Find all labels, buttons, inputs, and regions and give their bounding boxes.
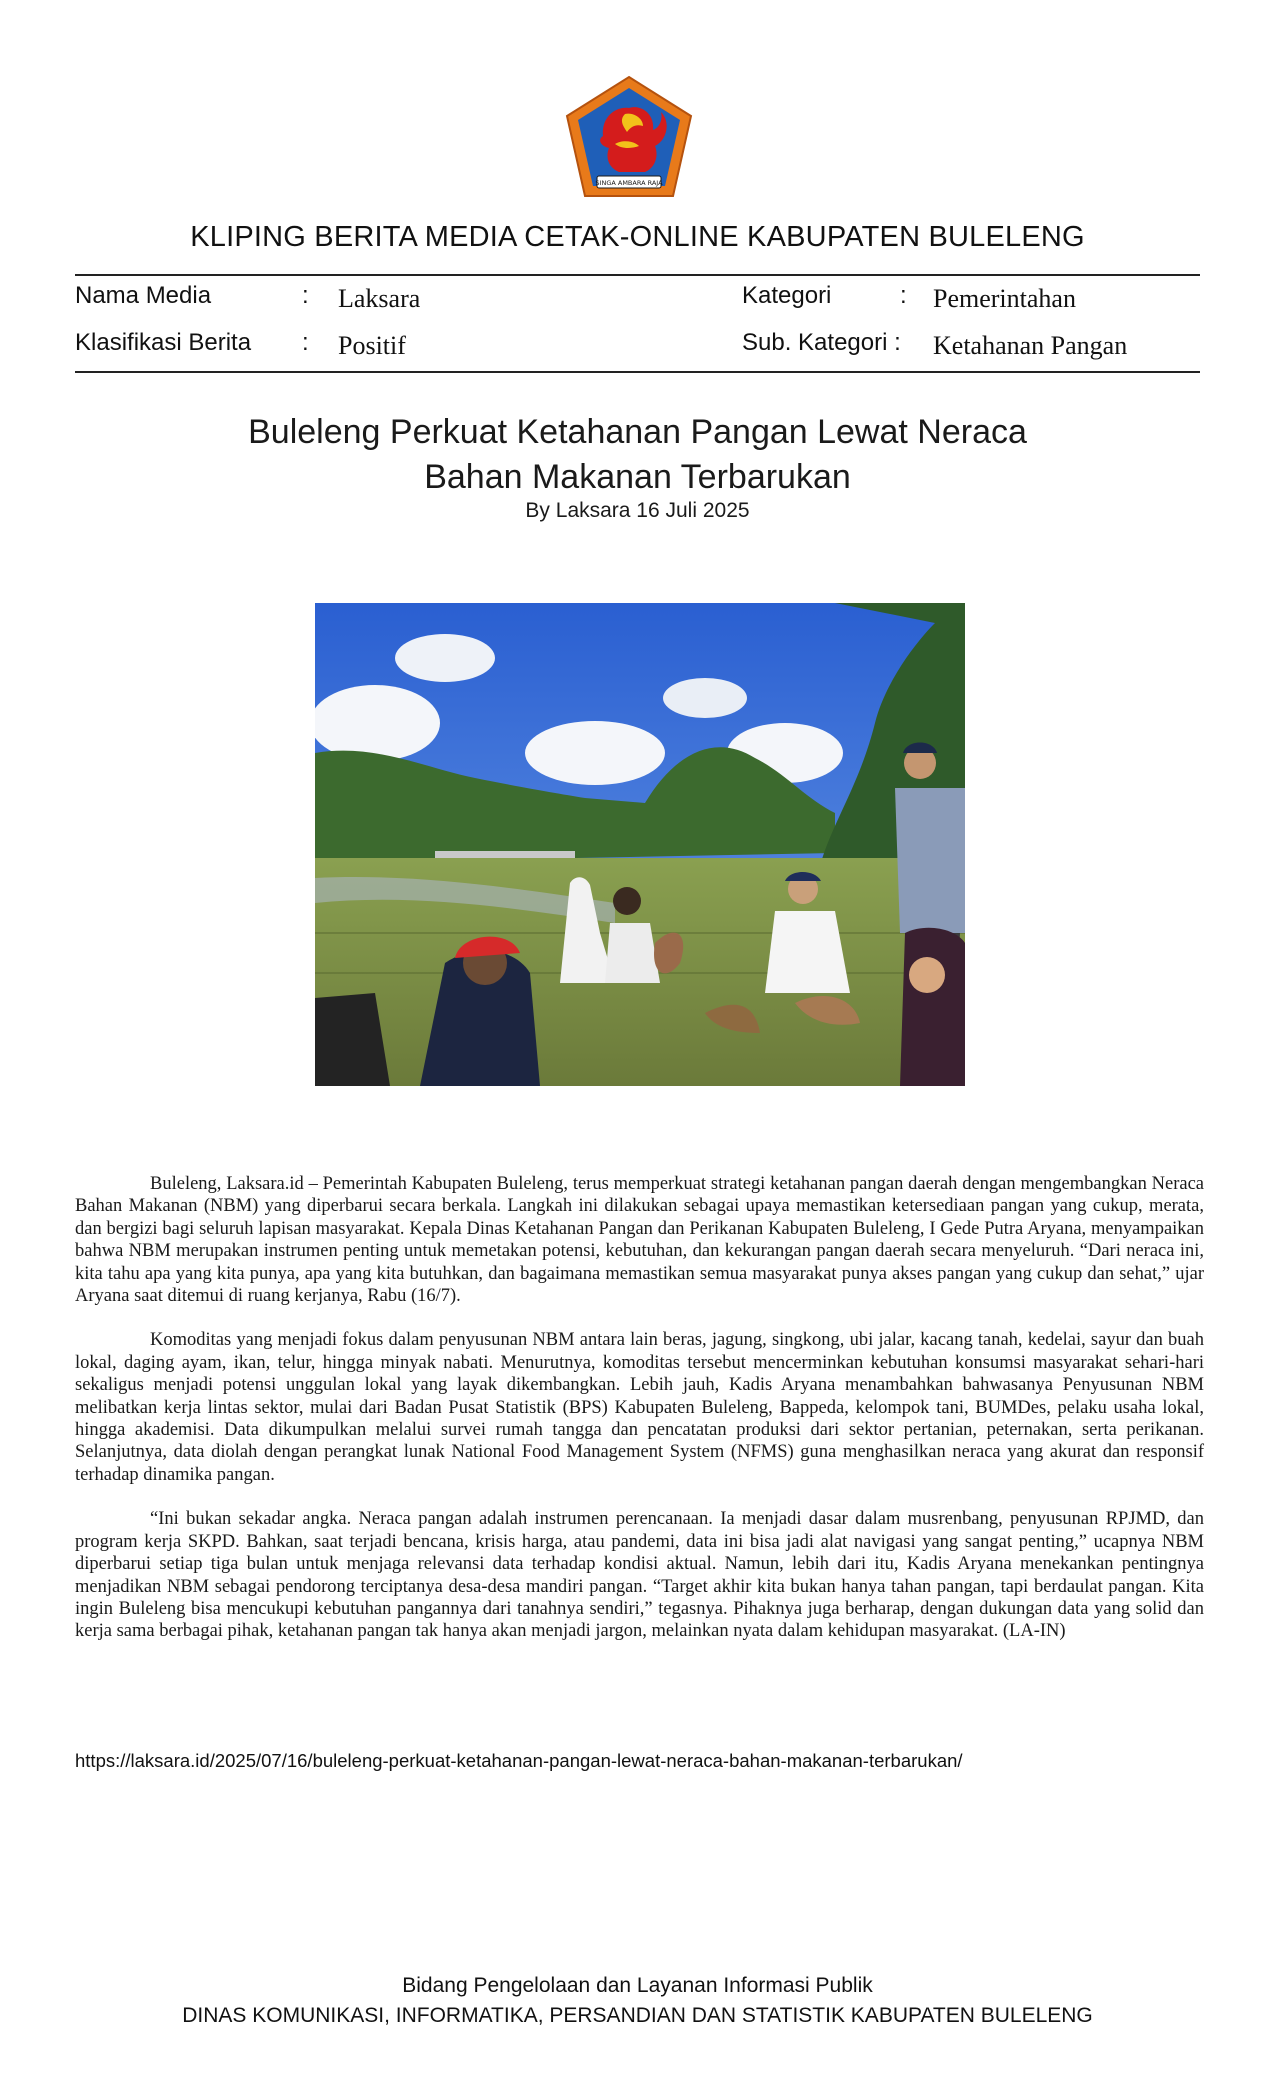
sub-category-label: Sub. Kategori : [742, 329, 901, 356]
news-classification-colon: : [302, 329, 309, 356]
emblem-motto: SINGA AMBARA RAJA [595, 179, 663, 187]
article-paragraph: “Ini bukan sekadar angka. Neraca pangan adalah instrumen perencanaan. Ia menjadi dasar dalam musrenbang, penyusunan RPJMD, dan program kerja SKPD. Bahkan, saat terjadi bencana, krisis harga, atau pandemi, data ini bisa jadi alat navigasi yang sangat penting,” ucapnya NBM diperbarui setiap tiga bulan untuk menjaga relevansi data terhadap kondisi aktual. Namun, lebih dari itu, Kadis Aryana menekankan pentingnya menjadikan NBM sebagai pendorong terciptanya desa-desa mandiri pangan. “Target akhir kita bukan hanya tahan pangan, tapi berdaulat pangan. Kita ingin Buleleng bisa mencukupi kebutuhan pangannya dari tanahnya sendiri,” tegasnya. Pihaknya juga berharap, dengan dukungan data yang solid dan kerja sama berbagai pihak, ketahanan pangan tak hanya akan menjadi jargon, melainkan nyata dalam kehidupan masyarakat. (LA-IN) [75, 1509, 1204, 1642]
sub-category-value: Ketahanan Pangan [933, 331, 1128, 360]
article-headline [0, 410, 1275, 500]
buleleng-regency-emblem [563, 74, 695, 200]
news-classification-label: Klasifikasi Berita [75, 329, 252, 356]
headline-line-2: Bahan Makanan Terbarukan [424, 458, 851, 496]
footer-agency-name: DINAS KOMUNIKASI, INFORMATIKA, PERSANDIAN DAN STATISTIK KABUPATEN BULELENG [182, 2004, 1093, 2027]
category-label: Kategori [742, 282, 832, 309]
header-bottom-rule [75, 371, 1200, 373]
article-paragraph: Komoditas yang menjadi fokus dalam penyusunan NBM antara lain beras, jagung, singkong, ubi jalar, kacang tanah, kedelai, sayur dan buah lokal, daging ayam, ikan, telur, hingga minyak nabati. Menurutnya, komoditas tersebut mencerminkan kebutuhan konsumsi masyarakat sehari-hari sekaligus menjadi potensi unggulan lokal yang layak dikembangkan. Lebih jauh, Kadis Aryana menambahkan bahwasanya Penyusunan NBM melibatkan kerja lintas sektor, mulai dari Badan Pusat Statistik (BPS) Kabupaten Buleleng, Bappeda, kelompok tani, BUMDes, pelaku usaha lokal, hingga akademisi. Data dikumpulkan melalui survei rumah tangga dan pencatatan produksi dari sektor pertanian, peternakan, serta perikanan. Selanjutnya, data diolah dengan perangkat lunak National Food Management System (NFMS) guna menghasilkan neraca yang akurat dan responsif terhadap dinamika pangan. [75, 1330, 1204, 1485]
media-name-value: Laksara [338, 284, 421, 313]
article-photo [315, 603, 965, 1086]
article-byline: By Laksara 16 Juli 2025 [525, 499, 750, 522]
headline-line-1: Buleleng Perkuat Ketahanan Pangan Lewat Neraca [248, 413, 1027, 451]
header-top-rule [75, 274, 1200, 276]
media-name-label: Nama Media [75, 282, 212, 309]
category-colon: : [900, 282, 907, 309]
news-classification-value: Positif [338, 331, 406, 360]
article-paragraph: Buleleng, Laksara.id – Pemerintah Kabupaten Buleleng, terus memperkuat strategi ketahanan pangan daerah dengan mengembangkan Neraca Bahan Makanan (NBM) yang diperbarui secara berkala. Langkah ini dilakukan sebagai upaya memastikan ketersediaan pangan yang cukup, merata, dan bergizi bagi seluruh lapisan masyarakat. Kepala Dinas Ketahanan Pangan dan Perikanan Kabupaten Buleleng, I Gede Putra Aryana, menyampaikan bahwa NBM merupakan instrumen penting untuk memetakan potensi, kebutuhan, dan kekurangan pangan daerah secara menyeluruh. “Dari neraca ini, kita tahu apa yang kita punya, apa yang kita butuhkan, dan bagaimana memastikan semua masyarakat punya akses pangan yang cukup dan sehat,” ujar Aryana saat ditemui di ruang kerjanya, Rabu (16/7). [75, 1174, 1204, 1307]
source-url-link[interactable]: https://laksara.id/2025/07/16/buleleng-perkuat-ketahanan-pangan-lewat-neraca-bahan-makanan-terbarukan/ [75, 1750, 963, 1771]
media-name-colon: : [302, 282, 309, 309]
category-value: Pemerintahan [933, 284, 1076, 313]
footer-division-name: Bidang Pengelolaan dan Layanan Informasi Publik [402, 1974, 873, 1997]
clipping-header-title: KLIPING BERITA MEDIA CETAK-ONLINE KABUPATEN BULELENG [190, 221, 1085, 253]
article-body [75, 1173, 1204, 1665]
